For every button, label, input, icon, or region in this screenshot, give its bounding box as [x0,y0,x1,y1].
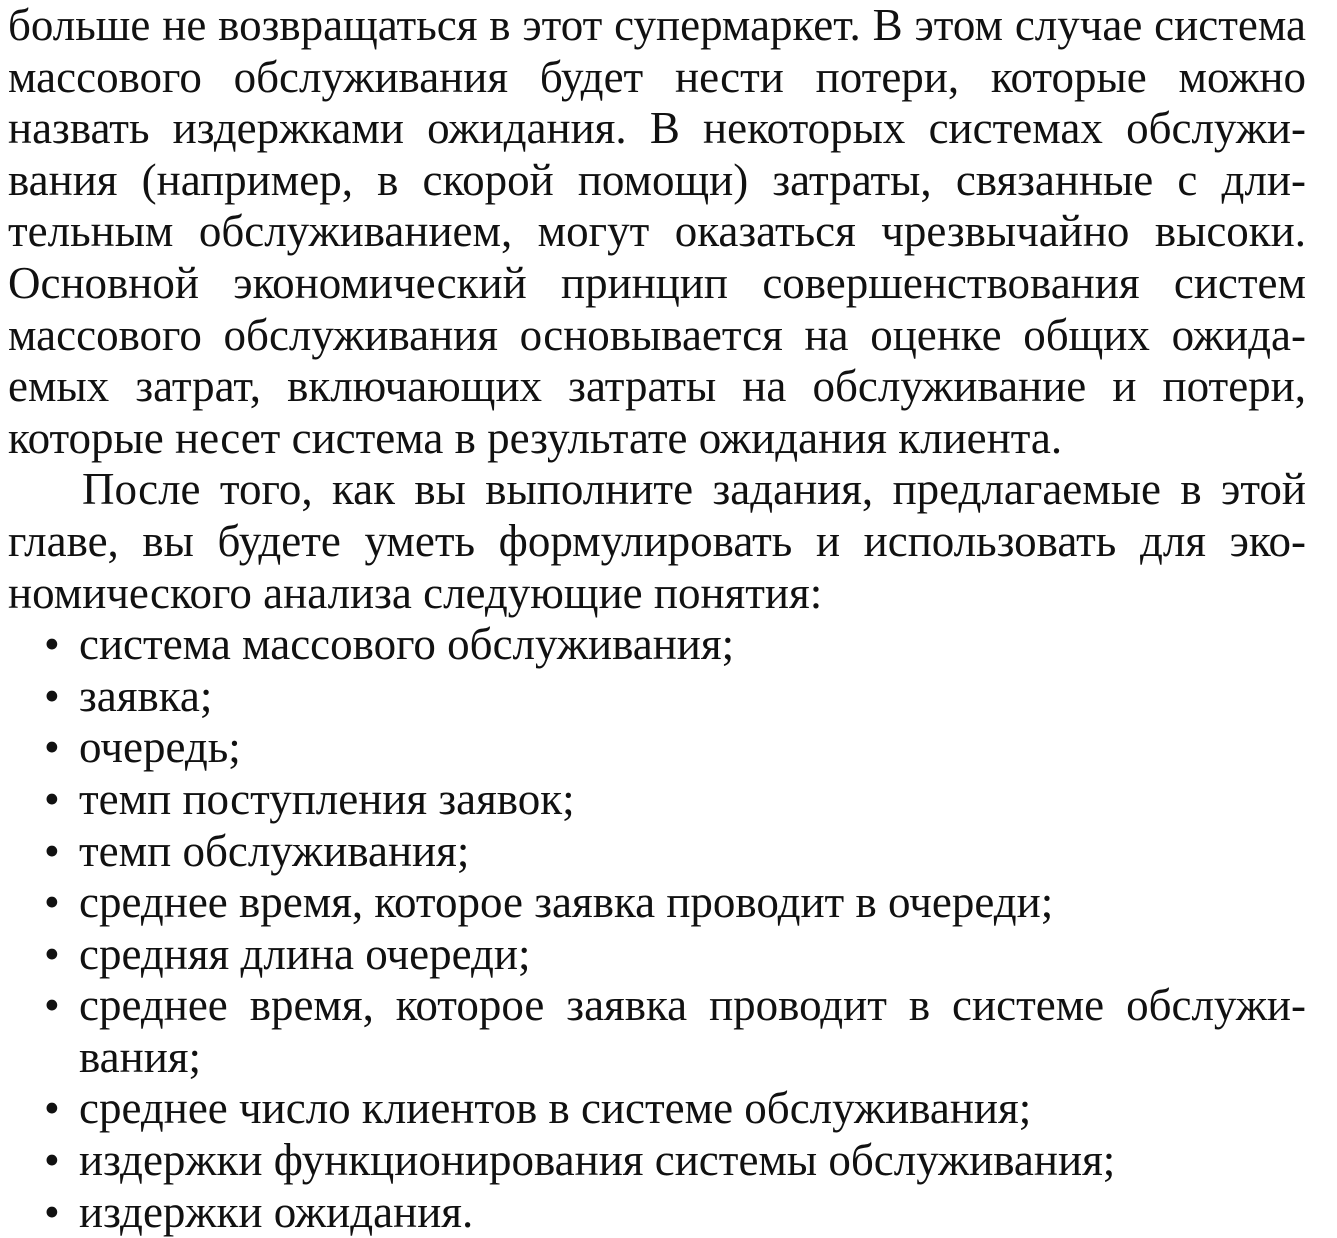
list-item: • средняя длина очереди; [8,929,1306,981]
paragraph-objectives-intro: После того, как вы выполните задания, предлагаемые в этой главе, вы будете уметь формулировать и использовать для экономического анализа следующие понятия: [8,464,1306,618]
list-item: • среднее время, которое заявка проводит в очереди; [8,877,1306,929]
list-item: • издержки ожидания. [8,1187,1306,1238]
list-item: • система массового обслуживания; [8,619,1306,671]
paragraph-waiting-costs: больше не возвращаться в этот супермаркет. В этом случае система массового обслуживания будет нести потери, которые можно назвать издержками ожидания. В некоторых системах обслуживания (например, в скорой помощи) затраты, связанные с длительным обслуживанием, могут оказаться чрезвычайно высоки. Основной экономический принцип совершенствования систем массового обслуживания основывается на оценке общих ожидаемых затрат, включающих затраты на обслуживание и потери, которые несет система в результате ожидания клиента. [8,0,1306,463]
concepts-list [8,619,1306,1238]
list-item: • темп обслуживания; [8,826,1306,878]
document-page [8,0,1306,1238]
list-item: • темп поступления заявок; [8,774,1306,826]
list-item: • издержки функционирования системы обслуживания; [8,1135,1306,1187]
list-item: • очередь; [8,722,1306,774]
list-item: • среднее число клиентов в системе обслуживания; [8,1083,1306,1135]
list-item: • заявка; [8,671,1306,723]
list-item: • среднее время, которое заявка проводит в системе обслуживания; [8,980,1306,1083]
